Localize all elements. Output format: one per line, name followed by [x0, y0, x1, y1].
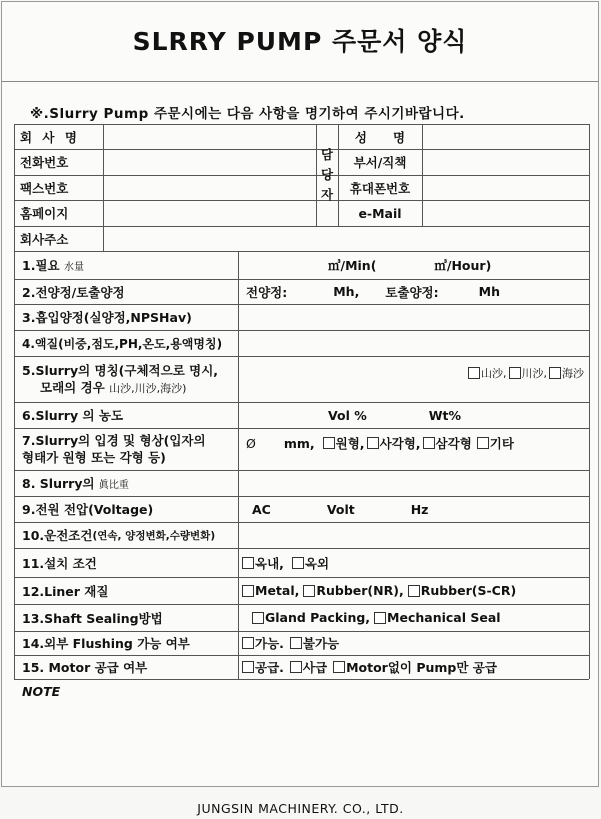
checkbox[interactable] [477, 437, 489, 449]
row2-value[interactable] [240, 279, 588, 304]
checkbox[interactable] [242, 585, 254, 597]
checkbox[interactable] [408, 585, 420, 597]
row11-value[interactable] [240, 548, 588, 577]
checkbox[interactable] [468, 367, 480, 379]
address-field[interactable] [104, 227, 588, 251]
checkbox[interactable] [290, 637, 302, 649]
row10-label-text: 10.운전조건 [22, 528, 93, 543]
row14-value[interactable] [240, 631, 588, 655]
row13-value[interactable] [240, 604, 588, 631]
option-label: Rubber(S-CR) [420, 583, 517, 598]
fax-field[interactable] [104, 176, 315, 200]
row10-label-sub: (연속, 양정변화,수량변화) [92, 529, 216, 542]
row9-value[interactable] [240, 496, 588, 522]
option-label: 川沙, [521, 367, 547, 380]
row12-label: 12.Liner 재질 [22, 583, 109, 599]
mobile-label: 휴대폰번호 [349, 180, 411, 196]
option-label: Metal, [255, 583, 300, 598]
row1-label-sub: 水量 [63, 261, 84, 273]
row12-value[interactable] [240, 577, 588, 604]
manager-char: 자 [320, 187, 334, 202]
checkbox[interactable] [292, 557, 304, 569]
checkbox[interactable] [242, 637, 254, 649]
checkbox[interactable] [423, 437, 435, 449]
checkbox[interactable] [333, 661, 345, 673]
checkbox[interactable] [374, 612, 386, 624]
grid-line [589, 124, 590, 679]
row2-unit: Mh, [333, 284, 360, 299]
option-label: 옥내, [255, 555, 284, 571]
row5-label-sub: 山沙,川沙,海沙) [109, 381, 187, 395]
row8-label [22, 470, 236, 496]
homepage-field[interactable] [104, 201, 315, 226]
notice-text: ※.Slurry Pump 주문시에는 다음 사항을 명기하여 주시기바랍니다. [30, 106, 465, 122]
row7-unit: mm, [283, 435, 315, 451]
option-label: 옥외 [304, 555, 330, 571]
row6-wt: Wt% [428, 407, 462, 423]
option-label: 불가능 [302, 636, 340, 651]
email-label: e-Mail [358, 205, 402, 221]
row13-label: 13.Shaft Sealing방법 [22, 610, 163, 626]
row9-hz: Hz [410, 501, 429, 517]
row2-total-head: 전양정: [246, 284, 288, 300]
form-title: SLRRY PUMP 주문서 양식 [132, 27, 468, 56]
checkbox[interactable] [509, 367, 521, 379]
row1-unit-min: ㎥/Min( [328, 258, 377, 273]
option-label: Rubber(NR), [316, 583, 404, 598]
row2-unit: Mh [478, 284, 500, 299]
row10-label [22, 522, 236, 548]
option-label: 가능. [255, 636, 284, 651]
checkbox[interactable] [367, 437, 379, 449]
option-label: 海沙 [562, 367, 584, 380]
option-label: 사급 [302, 660, 328, 675]
fax-label: 팩스번호 [20, 180, 69, 196]
row1-label-text: 1.필요 [22, 258, 60, 273]
row7-label-line2: 형태가 원형 또는 각형 등) [22, 450, 166, 465]
dept-label: 부서/직책 [353, 155, 407, 170]
checkbox[interactable] [303, 585, 315, 597]
note-field[interactable] [14, 700, 589, 780]
row9-volt: Volt [326, 501, 355, 517]
option-label: 사각형, [379, 436, 421, 451]
row1-value[interactable] [240, 251, 588, 279]
company-footer: JUNGSIN MACHINERY. CO., LTD. [197, 801, 404, 816]
company-label: 회 사 명 [20, 129, 80, 145]
checkbox[interactable] [242, 661, 254, 673]
option-label: Mechanical Seal [387, 610, 501, 625]
row4-label: 4.액질(비중,점도,PH,온도,용액명칭) [22, 336, 223, 351]
option-label: 삼각형 [435, 436, 472, 451]
diameter-symbol: Ø [246, 435, 256, 451]
dept-field[interactable] [423, 150, 588, 175]
row5-label-line2: 모래의 경우 [40, 379, 105, 395]
row7-label [22, 428, 236, 470]
phone-label: 전화번호 [20, 155, 69, 170]
name-field[interactable] [423, 125, 588, 149]
row4-value[interactable] [240, 331, 588, 356]
manager-char: 당 [320, 167, 334, 182]
row5-label-line1: 5.Slurry의 명칭(구체적으로 명시, [22, 362, 219, 378]
row11-label: 11.설치 조건 [22, 555, 97, 571]
row6-value[interactable] [240, 402, 588, 428]
company-field[interactable] [104, 125, 315, 149]
homepage-label: 홈페이지 [20, 206, 69, 221]
checkbox[interactable] [242, 557, 254, 569]
row1-label [22, 251, 236, 279]
row15-label: 15. Motor 공급 여부 [22, 660, 148, 675]
row15-value[interactable] [240, 655, 588, 679]
manager-label [316, 124, 338, 226]
email-field[interactable] [423, 201, 588, 226]
title-divider [2, 81, 598, 82]
row5-label [22, 356, 236, 402]
row8-label-text: 8. Slurry의 [22, 476, 95, 491]
row7-value[interactable] [240, 428, 588, 458]
row7-label-line1: 7.Slurry의 입경 및 형상(입자의 [22, 433, 206, 448]
row8-label-sub: 眞比重 [98, 479, 129, 491]
option-label: Gland Packing, [265, 610, 371, 625]
row9-label: 9.전원 전압(Voltage) [22, 502, 154, 517]
option-label: 山沙, [481, 367, 507, 380]
row8-value[interactable] [240, 471, 588, 496]
note-label: NOTE [22, 684, 61, 699]
grid-line [238, 251, 239, 679]
row2-discharge-head: 토출양정: [385, 284, 439, 300]
checkbox[interactable] [252, 612, 264, 624]
mobile-field[interactable] [423, 176, 588, 200]
row3-label: 3.흡입양정(실양정,NPSHav) [22, 310, 192, 325]
row3-value[interactable] [240, 305, 588, 330]
row1-unit-hour: ㎥/Hour) [434, 258, 492, 273]
option-label: 공급. [255, 660, 284, 675]
checkbox[interactable] [290, 661, 302, 673]
row9-ac: AC [252, 501, 271, 517]
row6-vol: Vol % [328, 407, 367, 423]
row5-value[interactable] [240, 356, 588, 390]
address-label: 회사주소 [20, 231, 69, 247]
option-label: Motor없이 Pump만 공급 [346, 660, 497, 675]
checkbox[interactable] [323, 437, 335, 449]
row14-label: 14.외부 Flushing 가능 여부 [22, 636, 190, 651]
manager-char: 담 [320, 147, 334, 162]
row2-label: 2.전양정/토출양정 [22, 284, 125, 300]
row10-value[interactable] [240, 523, 588, 548]
phone-field[interactable] [104, 150, 315, 175]
name-label: 성 명 [354, 129, 406, 145]
checkbox[interactable] [549, 367, 561, 379]
option-label: 기타 [489, 436, 514, 451]
option-label: 원형, [335, 436, 365, 451]
row6-label: 6.Slurry 의 농도 [22, 408, 124, 423]
grid-line [14, 679, 589, 680]
